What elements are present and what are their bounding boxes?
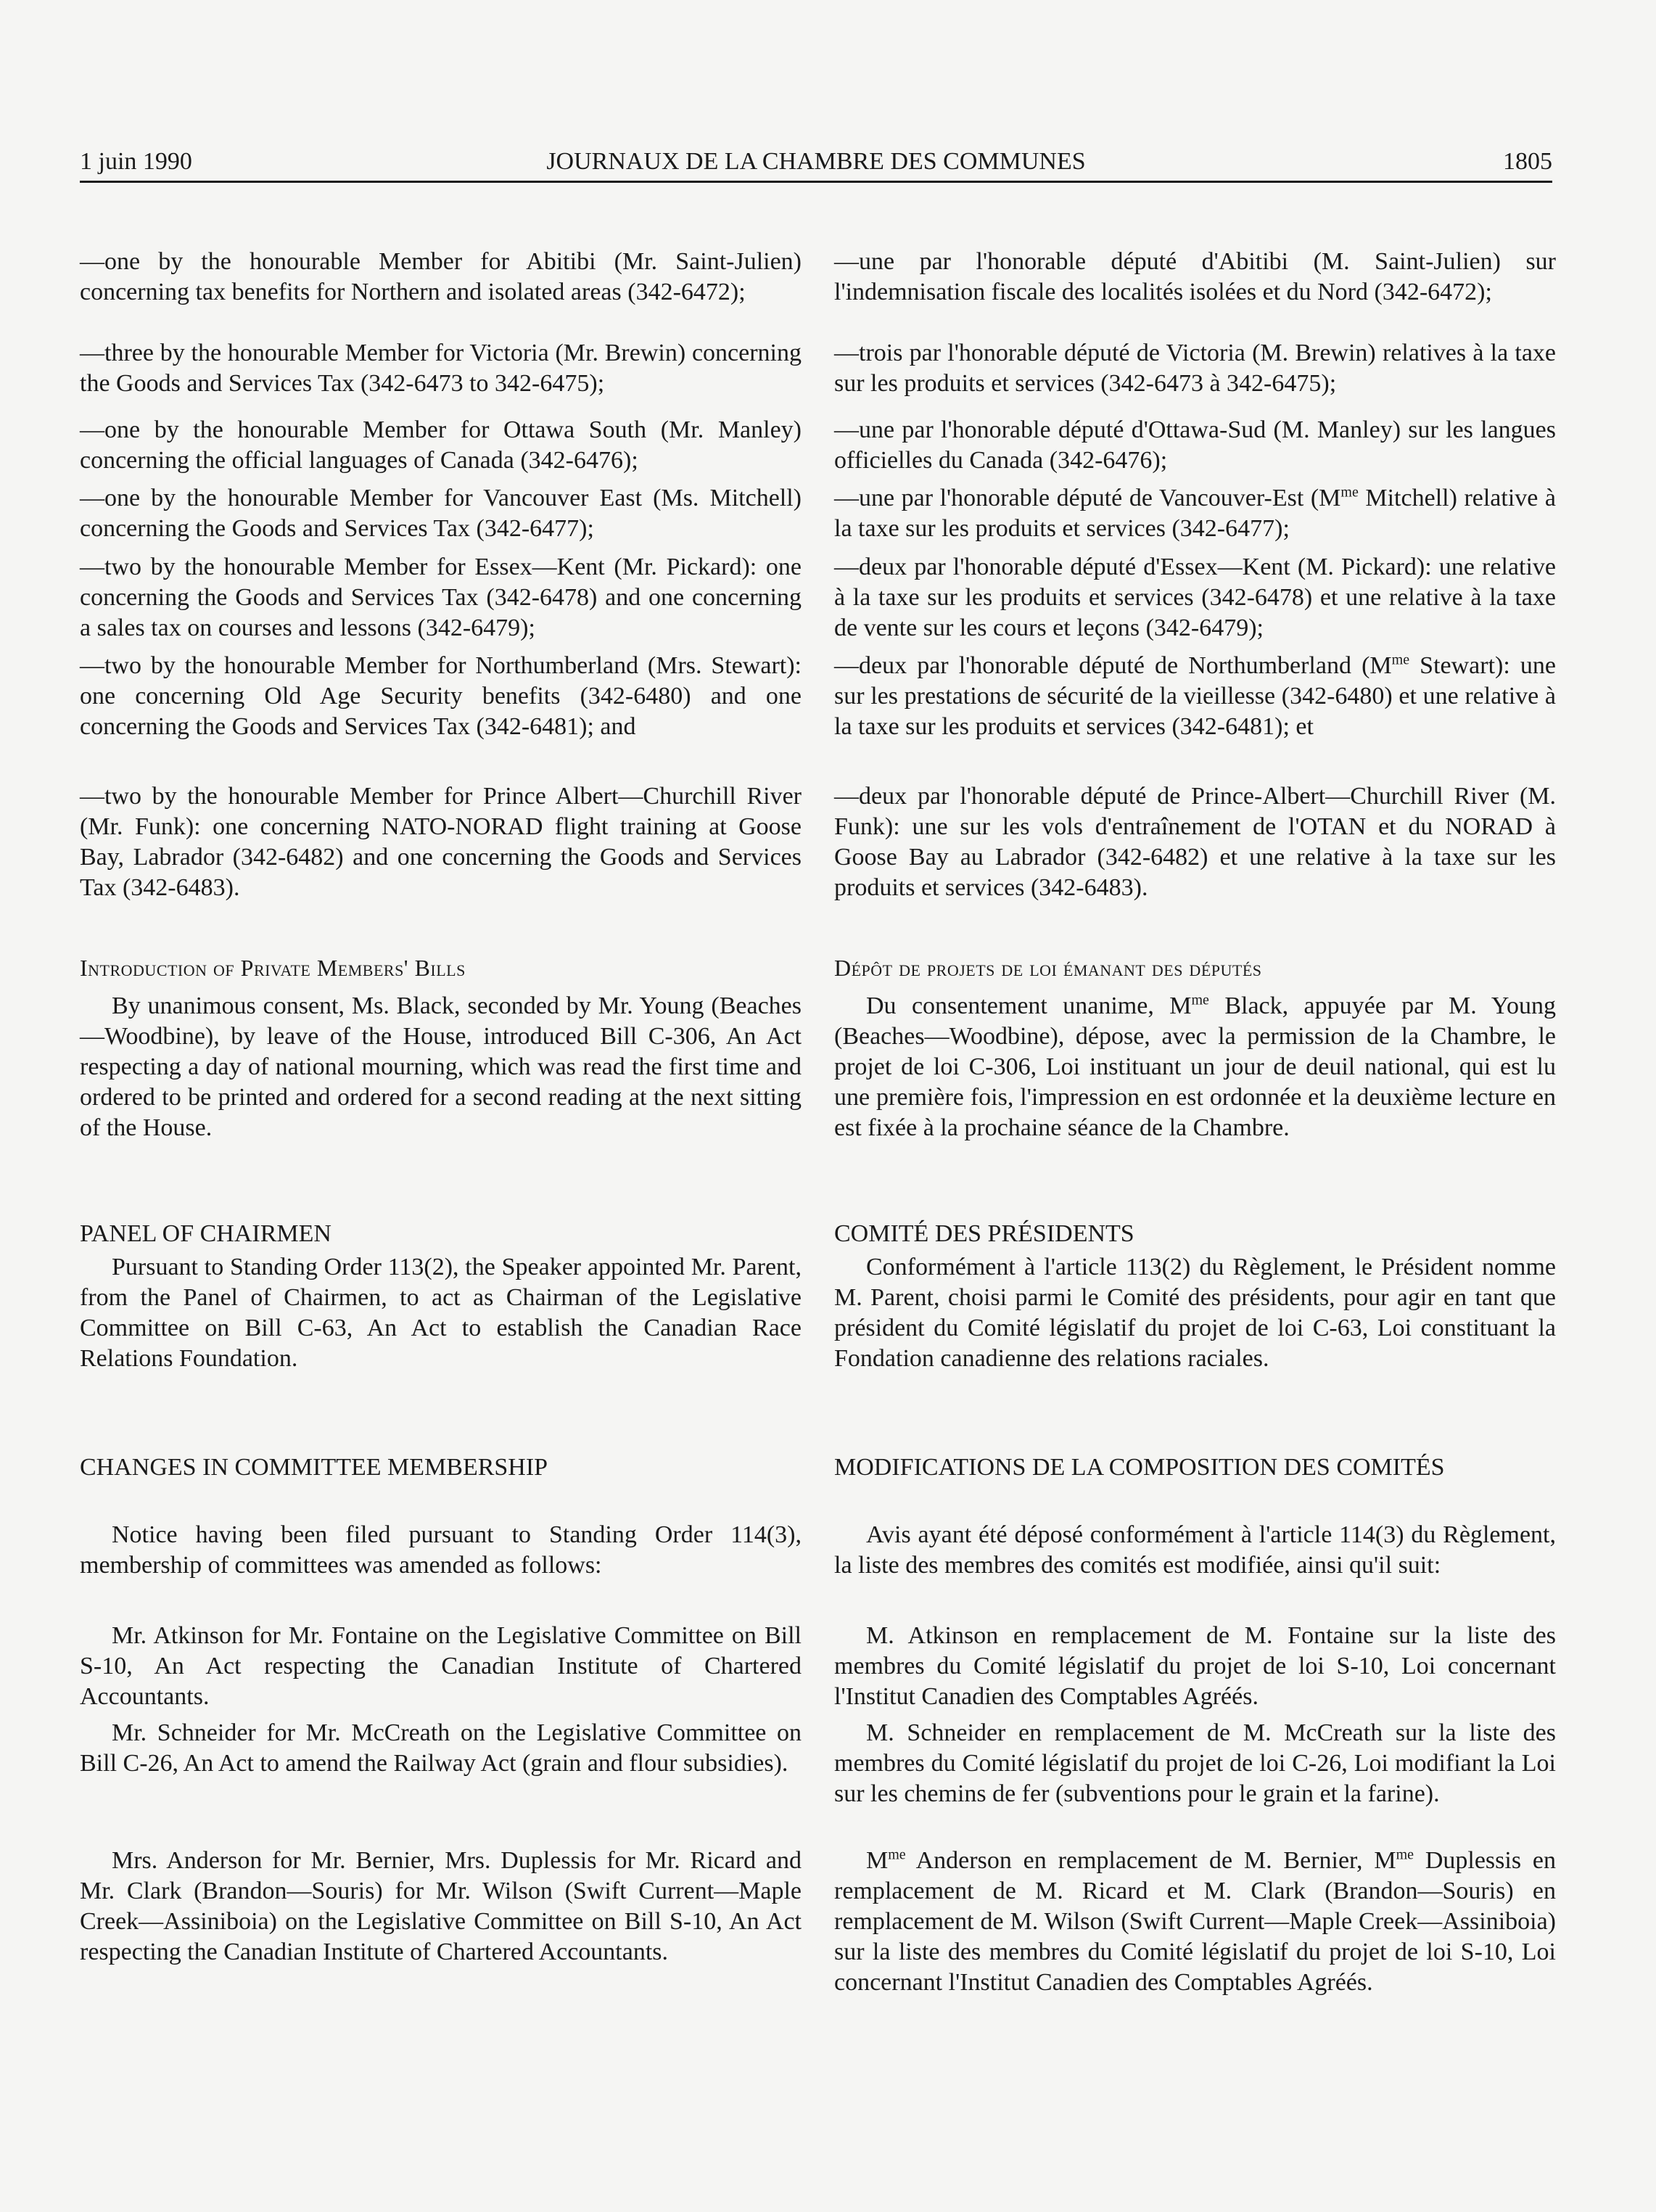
header-rule (80, 181, 1552, 183)
fr-committee-item-1-block (834, 1621, 1556, 1712)
fr-petition-2: —trois par l'honorable député de Victoria (M. Brewin) relatives à la taxe sur les produits et services (342-6473 à 342-6475); (834, 340, 1556, 397)
en-section-private-bills-text (80, 991, 802, 1143)
fr-petition-3: —une par l'honorable député d'Ottawa-Sud (M. Manley) sur les langues officielles du Canada (342-6476); (834, 416, 1556, 474)
fr-petition-5: —deux par l'honorable député d'Essex—Kent (M. Pickard): une relative à la taxe sur les produits et services (342-6478) et une relative à la taxe de vente sur les cours et leçons (342-6479); (834, 554, 1556, 641)
en-petition-5: —two by the honourable Member for Essex—Kent (Mr. Pickard): one concerning the Goods and Services Tax (342-6478) and one concerning a sales tax on courses and lessons (342-6479); (80, 554, 802, 641)
fr-petition-6-b: Stewart): une sur les prestations de sécurité de la vieillesse (342-6480) et une relative à la taxe sur les produits et services (342-6481); et (834, 652, 1556, 740)
fr-committee-item-3-a: M (866, 1847, 889, 1874)
fr-committee-item-3-mme1: me (888, 1846, 906, 1863)
en-committee-item-2: Mr. Schneider for Mr. McCreath on the Legislative Committee on Bill C-26, An Act to amend the Railway Act (grain and flour subsidies). (80, 1719, 802, 1777)
fr-section-private-bills-text (834, 991, 1556, 1143)
fr-section-private-bills-heading: Dépôt de projets de loi émanant des députés (834, 955, 1262, 981)
en-section-panel-heading: PANEL OF CHAIRMEN (80, 1220, 331, 1247)
fr-private-bills-body (834, 991, 1556, 1143)
fr-petition-1: —une par l'honorable député d'Abitibi (M. Saint-Julien) sur l'indemnisation fiscale des localités isolées et du Nord (342-6472); (834, 248, 1556, 305)
fr-petition-7: —deux par l'honorable député de Prince-Albert—Churchill River (M. Funk): une sur les vols d'entraînement de l'OTAN et du NORAD à Goose Bay au Labrador (342-6482) et une relative à la taxe sur les produits et services (342-6483). (834, 783, 1556, 901)
header-date: 1 juin 1990 (80, 148, 192, 175)
en-petition-1: —one by the honourable Member for Abitibi (Mr. Saint-Julien) concerning tax benefits for Northern and isolated areas (342-6472); (80, 248, 802, 305)
fr-section-panel-text (834, 1252, 1556, 1374)
fr-committee-item-2-block (834, 1718, 1556, 1809)
en-petition-7: —two by the honourable Member for Prince Albert—Churchill River (Mr. Funk): one concerning NATO-NORAD flight training at Goose Bay, Labrador (342-6482) and one concerning the Goods and Services Tax (342-6483). (80, 783, 802, 901)
en-committee-item-2-block (80, 1718, 802, 1779)
fr-section-committee-heading: MODIFICATIONS DE LA COMPOSITION DES COMITÉS (834, 1454, 1445, 1481)
fr-petition-6-a: —deux par l'honorable député de Northumberland (M (834, 652, 1392, 679)
fr-committee-item-2: M. Schneider en remplacement de M. McCreath sur la liste des membres du Comité législatif du projet de loi C-26, Loi modifiant la Loi sur les chemins de fer (subventions pour le grain et la farine). (834, 1719, 1556, 1807)
fr-petition-6-mme: me (1391, 651, 1410, 668)
en-committee-item-1-block (80, 1621, 802, 1712)
en-committee-intro: Notice having been filed pursuant to Standing Order 114(3), membership of committees was amended as follows: (80, 1521, 802, 1579)
fr-petition-6 (834, 651, 1556, 742)
fr-section-panel-heading: COMITÉ DES PRÉSIDENTS (834, 1220, 1134, 1247)
en-panel-body: Pursuant to Standing Order 113(2), the Speaker appointed Mr. Parent, from the Panel of Chairmen, to act as Chairman of the Legislative Committee on Bill C-63, An Act to establish the Canadian Race Relations Foundation. (80, 1254, 802, 1372)
fr-private-bills-mme: me (1191, 992, 1209, 1008)
fr-committee-item-3-c: Duplessis en remplacement de M. Ricard et M. Clark (Brandon—Souris) en remplacement de M. Wilson (Swift Current—Maple Creek—Assiniboia) sur la liste des membres du Comité législatif du projet de loi S-10, Loi concernant l'Institut Canadien des Comptables Agréés. (834, 1847, 1556, 1996)
en-petition-2: —three by the honourable Member for Victoria (Mr. Brewin) concerning the Goods and Services Tax (342-6473 to 342-6475); (80, 340, 802, 397)
en-petition-3: —one by the honourable Member for Ottawa South (Mr. Manley) concerning the official languages of Canada (342-6476); (80, 416, 802, 474)
fr-committee-intro: Avis ayant été déposé conformément à l'article 114(3) du Règlement, la liste des membres des comités est modifiée, ainsi qu'il suit: (834, 1521, 1556, 1579)
en-section-committee-intro (80, 1520, 802, 1581)
header-journal-title: JOURNAUX DE LA CHAMBRE DES COMMUNES (546, 148, 1086, 175)
fr-petition-4 (834, 483, 1556, 544)
fr-section-committee-intro (834, 1520, 1556, 1581)
fr-committee-item-3-b: Anderson en remplacement de M. Bernier, M (905, 1847, 1396, 1874)
en-section-private-bills-heading: Introduction of Private Members' Bills (80, 955, 466, 981)
fr-committee-item-3-mme2: me (1396, 1846, 1414, 1863)
fr-committee-item-3-block (834, 1846, 1556, 1998)
fr-petition-4-b: Mitchell) relative à la taxe sur les produits et services (342-6477); (834, 485, 1557, 542)
en-committee-item-3-block (80, 1846, 802, 1968)
en-section-panel-text (80, 1252, 802, 1374)
fr-panel-body: Conformément à l'article 113(2) du Règlement, le Président nomme M. Parent, choisi parmi le Comité des présidents, pour agir en tant que président du Comité législatif du projet de loi C-63, Loi constituant la Fondation canadienne des relations raciales. (834, 1254, 1556, 1372)
en-committee-item-3: Mrs. Anderson for Mr. Bernier, Mrs. Duplessis for Mr. Ricard and Mr. Clark (Brandon—Souris) for Mr. Wilson (Swift Current—Maple Creek—Assiniboia) on the Legislative Committee on Bill S-10, An Act respecting the Canadian Institute of Chartered Accountants. (80, 1847, 802, 1965)
fr-private-bills-b: Black, appuyée par M. Young (Beaches—Woodbine), dépose, avec la permission de la Chambre, le projet de loi C-306, Loi instituant un jour de deuil national, qui est lu une première fois, l'impression en est ordonnée et la deuxième lecture en est fixée à la prochaine séance de la Chambre. (834, 992, 1556, 1141)
header-page-number: 1805 (1503, 148, 1552, 175)
fr-private-bills-a: Du consentement unanime, M (866, 992, 1192, 1019)
en-committee-item-1: Mr. Atkinson for Mr. Fontaine on the Legislative Committee on Bill S-10, An Act respecting the Canadian Institute of Chartered Accountants. (80, 1622, 802, 1710)
fr-petition-4-a: —une par l'honorable député de Vancouver-Est (M (834, 485, 1341, 511)
fr-committee-item-1: M. Atkinson en remplacement de M. Fontaine sur la liste des membres du Comité législatif du projet de loi S-10, Loi concernant l'Institut Canadien des Comptables Agréés. (834, 1622, 1556, 1710)
fr-committee-item-3 (834, 1846, 1556, 1998)
en-private-bills-body: By unanimous consent, Ms. Black, seconded by Mr. Young (Beaches—Woodbine), by leave of the House, introduced Bill C-306, An Act respecting a day of national mourning, which was read the first time and ordered to be printed and ordered for a second reading at the next sitting of the House. (80, 992, 802, 1141)
en-section-committee-heading: CHANGES IN COMMITTEE MEMBERSHIP (80, 1454, 548, 1481)
page-header (80, 148, 1552, 184)
fr-petition-4-mme: me (1340, 484, 1359, 501)
en-petition-4: —one by the honourable Member for Vancouver East (Ms. Mitchell) concerning the Goods and Services Tax (342-6477); (80, 485, 802, 542)
en-petition-6: —two by the honourable Member for Northumberland (Mrs. Stewart): one concerning Old Age Security benefits (342-6480) and one concerning the Goods and Services Tax (342-6481); and (80, 652, 802, 740)
